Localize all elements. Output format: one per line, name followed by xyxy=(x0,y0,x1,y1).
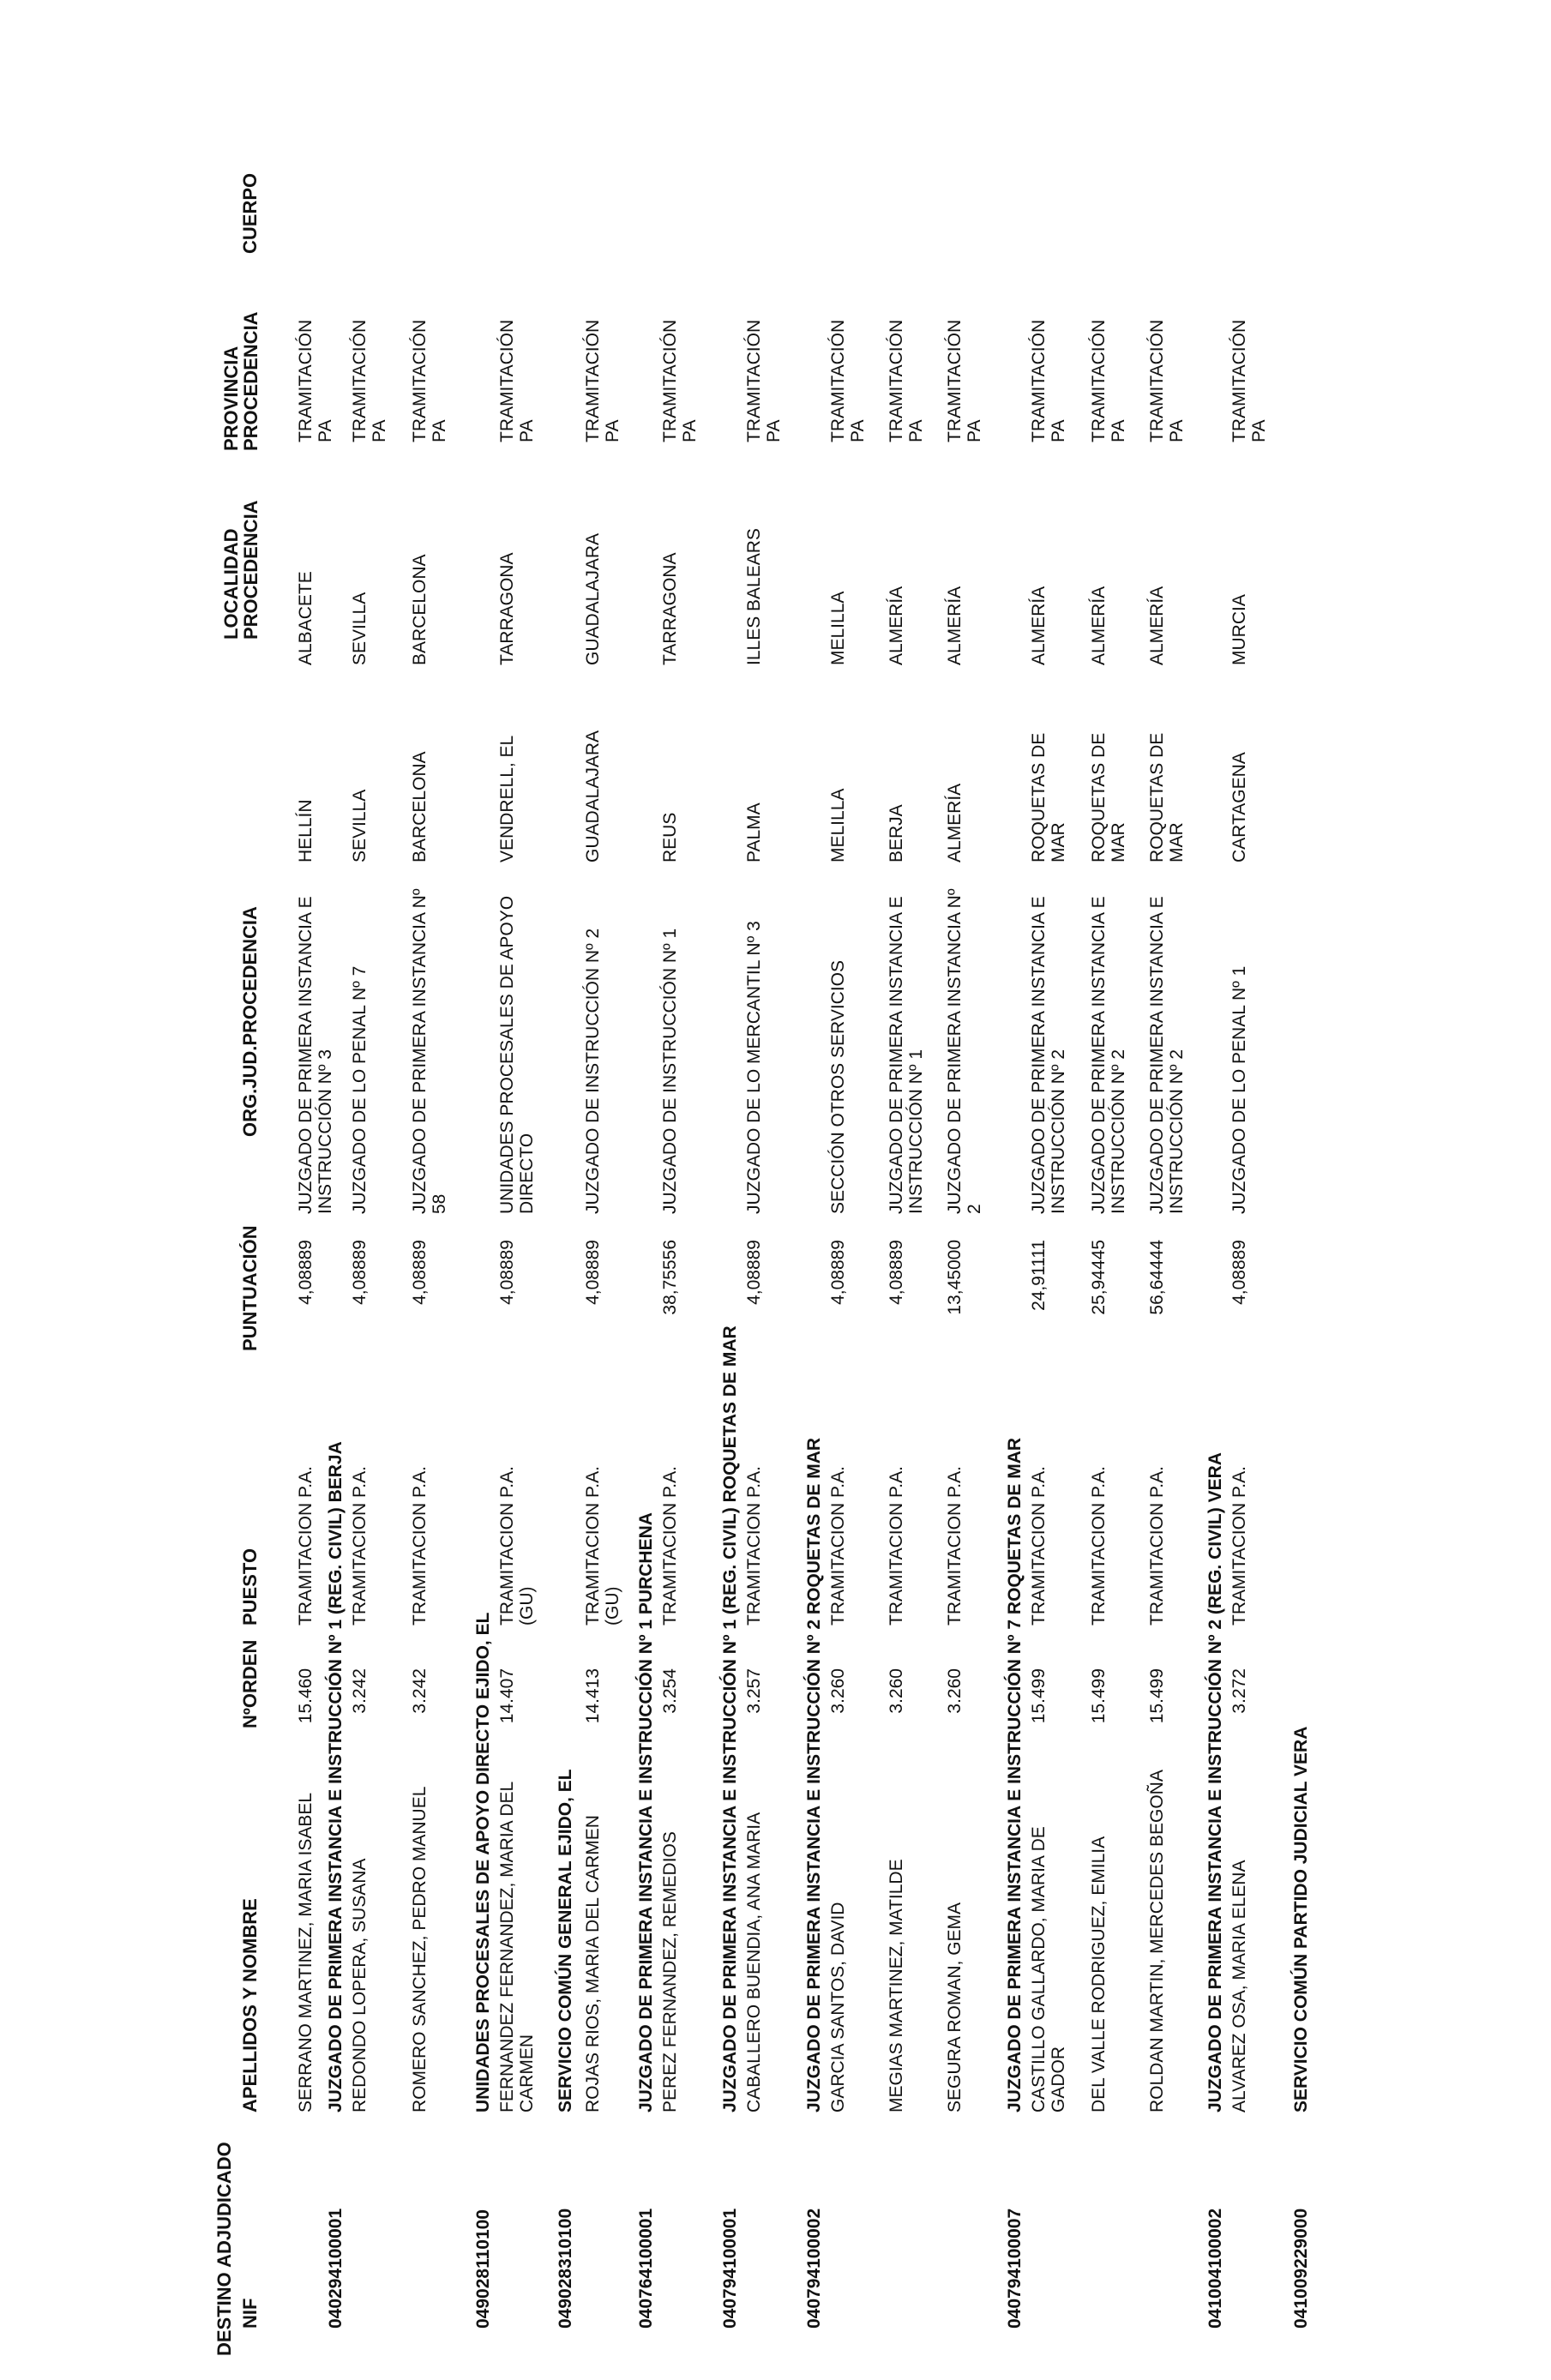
cell-nombre: ALVAREZ OSA, MARIA ELENA xyxy=(1229,1860,1249,2113)
cell-loc: ROQUETAS DE MAR xyxy=(1029,732,1068,862)
cell-prov: ALMERÍA xyxy=(1147,586,1167,665)
cell-orden: 14.407 xyxy=(497,1668,517,1724)
cell-loc: CARTAGENA xyxy=(1229,752,1249,862)
cell-puesto: TRAMITACION P.A. xyxy=(1229,1466,1249,1626)
cell-nombre: CASTILLO GALLARDO, MARIA DE GADOR xyxy=(1029,1826,1068,2113)
cell-punt: 38,75556 xyxy=(660,1240,680,1315)
cell-loc: BERJA xyxy=(887,804,906,862)
cell-puesto: TRAMITACION P.A. xyxy=(296,1466,316,1626)
cell-org: JUZGADO DE INSTRUCCIÓN Nº 1 xyxy=(660,928,680,1214)
cell-cuerpo: TRAMITACIÓN PA xyxy=(583,319,622,442)
cell-loc: ROQUETAS DE MAR xyxy=(1089,732,1128,862)
col-header-puesto: PUESTO xyxy=(239,1548,261,1626)
col-header-cuerpo: CUERPO xyxy=(239,172,261,254)
cell-punt: 4,08889 xyxy=(828,1240,848,1305)
cell-punt: 4,08889 xyxy=(497,1240,517,1305)
group-name: JUZGADO DE PRIMERA INSTANCIA E INSTRUCCIÓN Nº 1 (REG. CIVIL) BERJA xyxy=(326,1441,346,2113)
cell-puesto: TRAMITACION P.A. xyxy=(828,1466,848,1626)
cell-cuerpo: TRAMITACIÓN PA xyxy=(1147,319,1187,442)
cell-nombre: MEGIAS MARTINEZ, MATILDE xyxy=(887,1859,906,2113)
group-code: 041004100002 xyxy=(1205,2208,1225,2329)
col-header-norden: NºORDEN xyxy=(239,1639,261,1728)
cell-nombre: SERRANO MARTINEZ, MARIA ISABEL xyxy=(296,1792,316,2113)
group-name: JUZGADO DE PRIMERA INSTANCIA E INSTRUCCIÓN Nº 2 (REG. CIVIL) VERA xyxy=(1205,1452,1225,2113)
section-title: DESTINO ADJUDICADO xyxy=(213,2142,235,2356)
cell-prov: MURCIA xyxy=(1229,594,1249,665)
col-header-localidad: LOCALIDAD PROCEDENCIA xyxy=(220,500,262,640)
group-name: JUZGADO DE PRIMERA INSTANCIA E INSTRUCCIÓN Nº 7 ROQUETAS DE MAR xyxy=(1005,1437,1025,2113)
group-code: 040794100002 xyxy=(804,2208,824,2329)
cell-orden: 3.257 xyxy=(744,1668,764,1714)
group-code: 049028110100 xyxy=(473,2209,493,2329)
cell-loc: REUS xyxy=(660,812,680,862)
cell-prov: ALMERÍA xyxy=(1029,586,1049,665)
group-code: 049028310100 xyxy=(556,2208,575,2329)
cell-prov: TARRAGONA xyxy=(660,552,680,665)
cell-cuerpo: TRAMITACIÓN PA xyxy=(828,319,868,442)
cell-puesto: TRAMITACION P.A. xyxy=(744,1466,764,1626)
cell-puesto: TRAMITACION P.A. xyxy=(887,1466,906,1626)
cell-prov: BARCELONA xyxy=(410,554,430,665)
cell-puesto: TRAMITACION P.A. (GU) xyxy=(497,1466,537,1626)
group-code: 040294100001 xyxy=(326,2208,346,2329)
col-header-puntuacion: PUNTUACIÓN xyxy=(239,1225,261,1351)
cell-org: JUZGADO DE PRIMERA INSTANCIA Nº 58 xyxy=(410,888,449,1214)
cell-org: JUZGADO DE PRIMERA INSTANCIA E INSTRUCCIÓN Nº 3 xyxy=(296,896,335,1214)
cell-orden: 3.242 xyxy=(410,1668,430,1714)
cell-nombre: DEL VALLE RODRIGUEZ, EMILIA xyxy=(1089,1836,1109,2113)
cell-prov: ALMERÍA xyxy=(1089,586,1109,665)
cell-puesto: TRAMITACION P.A. xyxy=(1147,1466,1167,1626)
cell-orden: 3.260 xyxy=(887,1668,906,1714)
cell-nombre: PEREZ FERNANDEZ, REMEDIOS xyxy=(660,1831,680,2113)
cell-punt: 4,08889 xyxy=(410,1240,430,1305)
cell-cuerpo: TRAMITACIÓN PA xyxy=(744,319,784,442)
cell-punt: 4,08889 xyxy=(1229,1240,1249,1305)
col-header-org: ORG.JUD.PROCEDENCIA xyxy=(239,906,261,1137)
cell-orden: 3.254 xyxy=(660,1668,680,1714)
cell-nombre: GARCIA SANTOS, DAVID xyxy=(828,1902,848,2113)
cell-loc: MELILLA xyxy=(828,788,848,862)
cell-punt: 4,08889 xyxy=(583,1240,603,1305)
group-name: SERVICIO COMÚN GENERAL EJIDO, EL xyxy=(556,1769,575,2113)
cell-nombre: CABALLERO BUENDIA, ANA MARIA xyxy=(744,1812,764,2113)
cell-prov: ILLES BALEARS xyxy=(744,528,764,665)
cell-org: SECCIÓN OTROS SERVICIOS xyxy=(828,960,848,1214)
cell-puesto: TRAMITACION P.A. xyxy=(1089,1466,1109,1626)
cell-cuerpo: TRAMITACIÓN PA xyxy=(1029,319,1068,442)
cell-orden: 3.242 xyxy=(350,1668,370,1714)
group-code: 040794100001 xyxy=(720,2208,740,2329)
cell-punt: 4,08889 xyxy=(350,1240,370,1305)
cell-cuerpo: TRAMITACIÓN PA xyxy=(410,319,449,442)
cell-loc: SEVILLA xyxy=(350,789,370,862)
cell-org: JUZGADO DE LO PENAL Nº 1 xyxy=(1229,965,1249,1214)
cell-org: JUZGADO DE PRIMERA INSTANCIA E INSTRUCCIÓN Nº 2 xyxy=(1089,896,1128,1214)
cell-cuerpo: TRAMITACIÓN PA xyxy=(1089,319,1128,442)
cell-prov: TARRAGONA xyxy=(497,552,517,665)
cell-prov: GUADALAJARA xyxy=(583,532,603,665)
cell-nombre: REDONDO LOPERA, SUSANA xyxy=(350,1858,370,2113)
cell-punt: 25,94445 xyxy=(1089,1240,1109,1315)
cell-puesto: TRAMITACION P.A. (GU) xyxy=(583,1466,622,1626)
cell-puesto: TRAMITACION P.A. xyxy=(350,1466,370,1626)
cell-punt: 56,64444 xyxy=(1147,1240,1167,1315)
cell-prov: MELILLA xyxy=(828,591,848,665)
cell-org: JUZGADO DE PRIMERA INSTANCIA E INSTRUCCIÓN Nº 2 xyxy=(1029,896,1068,1214)
cell-loc: HELLÍN xyxy=(296,799,316,862)
cell-nombre: ROJAS RIOS, MARIA DEL CARMEN xyxy=(583,1815,603,2113)
cell-nombre: ROLDAN MARTIN, MERCEDES BEGOÑA xyxy=(1147,1770,1167,2113)
cell-prov: SEVILLA xyxy=(350,592,370,665)
cell-puesto: TRAMITACION P.A. xyxy=(945,1466,965,1626)
group-name: SERVICIO COMÚN PARTIDO JUDICIAL VERA xyxy=(1291,1726,1311,2113)
cell-orden: 3.260 xyxy=(828,1668,848,1714)
cell-orden: 15.499 xyxy=(1147,1668,1167,1724)
cell-loc: VENDRELL, EL xyxy=(497,735,517,862)
cell-cuerpo: TRAMITACIÓN PA xyxy=(497,319,537,442)
col-header-provincia: PROVINCIA PROCEDENCIA xyxy=(220,311,262,451)
cell-nombre: ROMERO SANCHEZ, PEDRO MANUEL xyxy=(410,1786,430,2113)
cell-loc: ROQUETAS DE MAR xyxy=(1147,732,1187,862)
cell-org: JUZGADO DE INSTRUCCIÓN Nº 2 xyxy=(583,928,603,1214)
cell-org: UNIDADES PROCESALES DE APOYO DIRECTO xyxy=(497,895,537,1214)
cell-cuerpo: TRAMITACIÓN PA xyxy=(350,319,389,442)
cell-punt: 4,08889 xyxy=(744,1240,764,1305)
group-name: UNIDADES PROCESALES DE APOYO DIRECTO EJIDO, EL xyxy=(473,1612,493,2113)
group-name: JUZGADO DE PRIMERA INSTANCIA E INSTRUCCIÓN Nº 2 ROQUETAS DE MAR xyxy=(804,1437,824,2113)
col-header-apellidos: APELLIDOS Y NOMBRE xyxy=(239,1898,261,2113)
group-name: JUZGADO DE PRIMERA INSTANCIA E INSTRUCCIÓN Nº 1 PURCHENA xyxy=(636,1512,656,2113)
group-code: 041009229000 xyxy=(1291,2208,1311,2329)
cell-puesto: TRAMITACION P.A. xyxy=(1029,1466,1049,1626)
cell-org: JUZGADO DE PRIMERA INSTANCIA Nº 2 xyxy=(945,888,984,1214)
cell-orden: 15.460 xyxy=(296,1668,316,1724)
cell-loc: BARCELONA xyxy=(410,751,430,862)
cell-cuerpo: TRAMITACIÓN PA xyxy=(1229,319,1269,442)
cell-orden: 15.499 xyxy=(1029,1668,1049,1724)
cell-punt: 4,08889 xyxy=(296,1240,316,1305)
cell-cuerpo: TRAMITACIÓN PA xyxy=(887,319,926,442)
cell-org: JUZGADO DE PRIMERA INSTANCIA E INSTRUCCIÓN Nº 1 xyxy=(887,896,926,1214)
cell-prov: ALMERÍA xyxy=(887,586,906,665)
cell-loc: ALMERÍA xyxy=(945,783,965,862)
cell-punt: 13,45000 xyxy=(945,1240,965,1315)
cell-cuerpo: TRAMITACIÓN PA xyxy=(660,319,700,442)
cell-orden: 3.260 xyxy=(945,1668,965,1714)
cell-nombre: FERNANDEZ FERNANDEZ, MARIA DEL CARMEN xyxy=(497,1782,537,2113)
cell-puesto: TRAMITACION P.A. xyxy=(410,1466,430,1626)
cell-loc: GUADALAJARA xyxy=(583,730,603,862)
cell-punt: 4,08889 xyxy=(887,1240,906,1305)
cell-prov: ALMERÍA xyxy=(945,586,965,665)
cell-puesto: TRAMITACION P.A. xyxy=(660,1466,680,1626)
cell-orden: 3.272 xyxy=(1229,1668,1249,1714)
col-header-nif: NIF xyxy=(239,2298,261,2329)
cell-cuerpo: TRAMITACIÓN PA xyxy=(945,319,984,442)
cell-loc: PALMA xyxy=(744,802,764,862)
cell-nombre: SEGURA ROMAN, GEMA xyxy=(945,1902,965,2113)
group-name: JUZGADO DE PRIMERA INSTANCIA E INSTRUCCIÓN Nº 1 (REG. CIVIL) ROQUETAS DE MAR xyxy=(720,1325,740,2113)
cell-prov: ALBACETE xyxy=(296,571,316,665)
cell-org: JUZGADO DE LO MERCANTIL Nº 3 xyxy=(744,921,764,1214)
cell-org: JUZGADO DE LO PENAL Nº 7 xyxy=(350,965,370,1214)
cell-orden: 14.413 xyxy=(583,1668,603,1724)
cell-cuerpo: TRAMITACIÓN PA xyxy=(296,319,335,442)
group-code: 040794100007 xyxy=(1005,2208,1025,2329)
cell-orden: 15.499 xyxy=(1089,1668,1109,1724)
cell-org: JUZGADO DE PRIMERA INSTANCIA E INSTRUCCIÓN Nº 2 xyxy=(1147,896,1187,1214)
group-code: 040764100001 xyxy=(636,2208,656,2329)
cell-punt: 24,91111 xyxy=(1029,1240,1049,1311)
